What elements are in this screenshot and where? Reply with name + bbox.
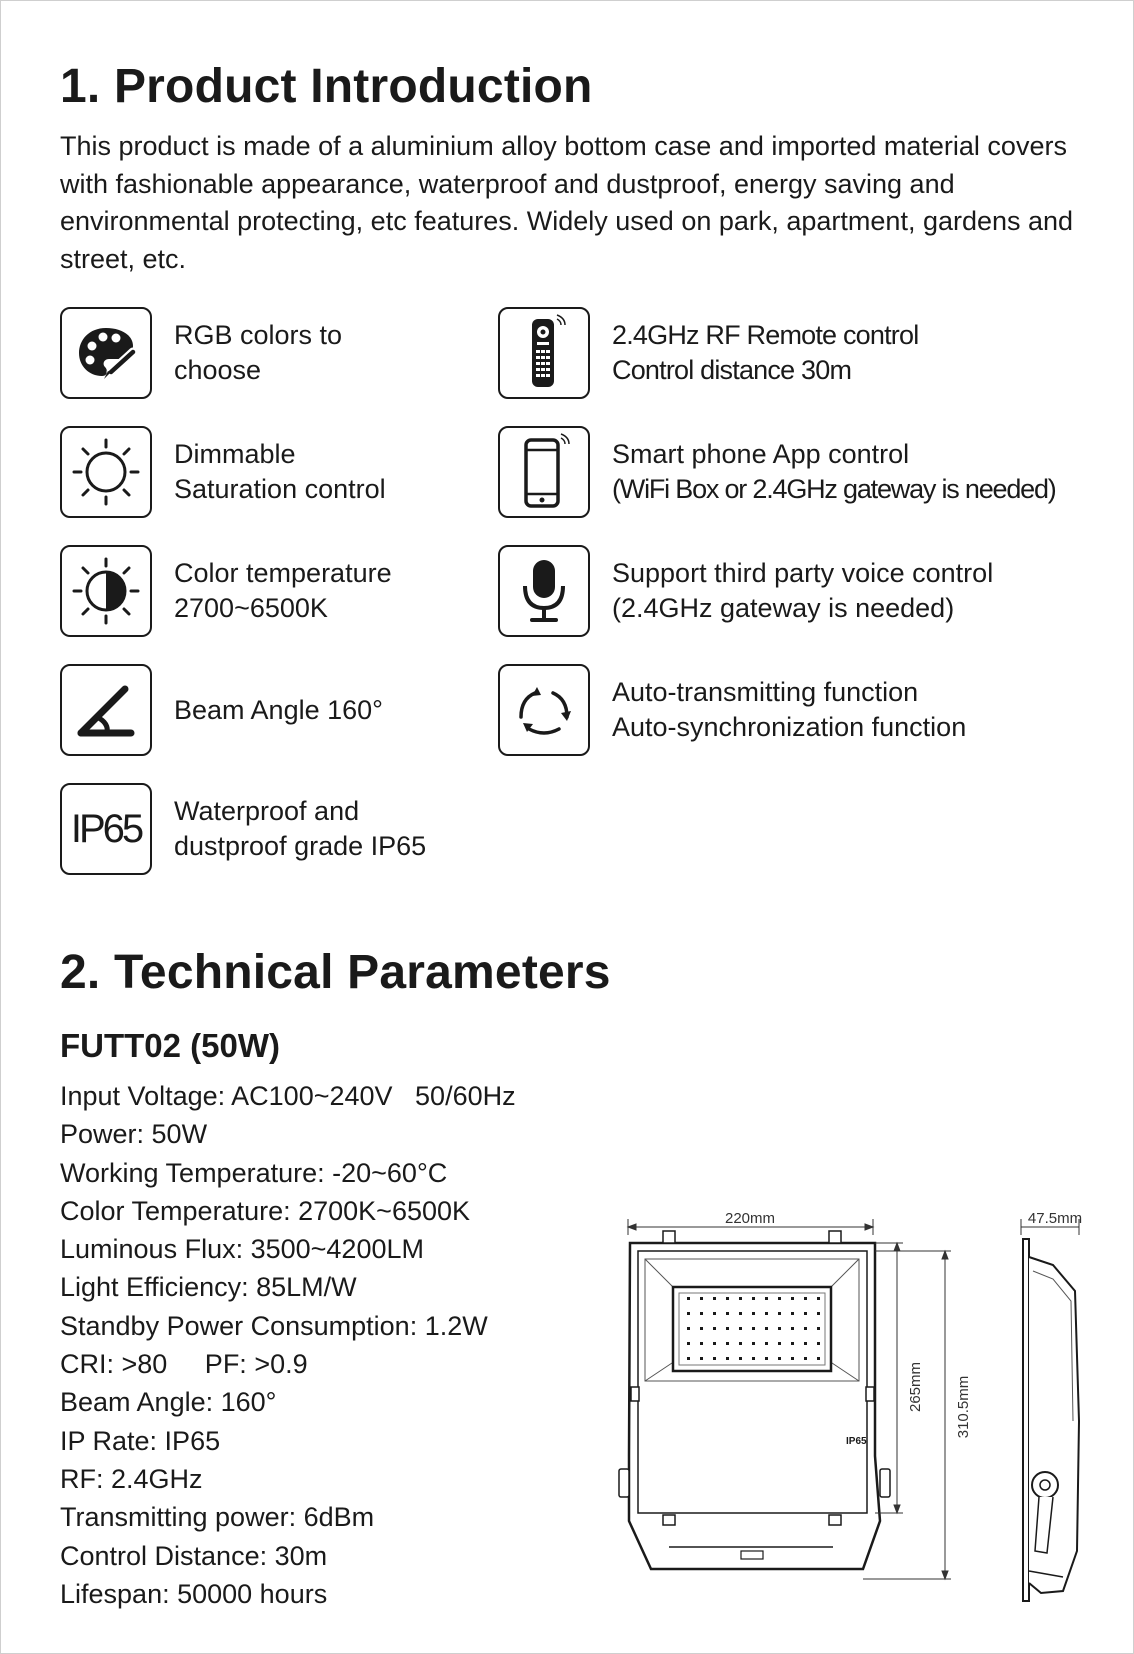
spec-item: Standby Power Consumption: 1.2W [60, 1310, 488, 1341]
angle-icon [60, 664, 152, 756]
led-dot [700, 1342, 703, 1345]
section-title-introduction: 1. Product Introduction [60, 60, 593, 113]
led-dot [804, 1357, 807, 1360]
led-dot [687, 1357, 690, 1360]
spec-item: Power: 50W [60, 1119, 208, 1150]
led-dot [752, 1342, 755, 1345]
led-dot [739, 1327, 742, 1330]
led-dot [739, 1312, 742, 1315]
led-dot [726, 1297, 729, 1300]
led-dot [778, 1357, 781, 1360]
section-title-technical: 2. Technical Parameters [60, 946, 611, 999]
led-dot [752, 1327, 755, 1330]
led-dot [687, 1312, 690, 1315]
led-dot [778, 1312, 781, 1315]
ip65-icon [60, 783, 152, 875]
led-dot [726, 1327, 729, 1330]
spec-list [60, 1077, 516, 1613]
feature-rgb-line1: RGB colors to [174, 320, 343, 350]
model-name: FUTT02 (50W) [60, 1027, 281, 1064]
led-dot [713, 1342, 716, 1345]
led-dot [713, 1327, 716, 1330]
feature-ip65-line1: Waterproof and [174, 796, 360, 826]
depth-label: 47.5mm [1027, 1210, 1083, 1227]
feature-voice-line2: (2.4GHz gateway is needed) [612, 593, 955, 623]
spec-item: CRI: >80 PF: >0.9 [60, 1349, 308, 1380]
width-label: 220mm [724, 1210, 776, 1227]
led-dot [817, 1342, 820, 1345]
led-dot [765, 1312, 768, 1315]
feature-ip65 [60, 783, 580, 879]
sun-icon [60, 426, 152, 518]
led-dot [726, 1357, 729, 1360]
feature-rgb-line2: choose [174, 355, 262, 385]
led-dot [713, 1297, 716, 1300]
body-height-label: 265mm [907, 1361, 924, 1413]
feature-color-temperature-line1: Color temperature [174, 558, 392, 588]
feature-remote [498, 307, 1098, 403]
feature-smartphone-line1: Smart phone App control [612, 439, 910, 469]
led-dot [778, 1327, 781, 1330]
total-height-label: 310.5mm [955, 1375, 972, 1439]
led-dot [804, 1297, 807, 1300]
feature-smartphone [498, 426, 1098, 522]
feature-ip65-line2: dustproof grade IP65 [174, 831, 427, 861]
feature-beam-angle-line1: Beam Angle 160° [174, 694, 383, 725]
led-dot [700, 1327, 703, 1330]
led-dot [739, 1357, 742, 1360]
ip65-icon-text: IP65 [70, 806, 142, 851]
led-dot [804, 1342, 807, 1345]
led-dot [791, 1312, 794, 1315]
led-dot [791, 1342, 794, 1345]
spec-item: IP Rate: IP65 [60, 1425, 221, 1456]
led-dot [817, 1357, 820, 1360]
led-dot [765, 1342, 768, 1345]
led-dot [700, 1312, 703, 1315]
half-sun-icon [60, 545, 152, 637]
led-dot [752, 1312, 755, 1315]
led-dot [687, 1342, 690, 1345]
spec-item: Control Distance: 30m [60, 1540, 328, 1571]
palette-icon [60, 307, 152, 399]
intro-paragraph: This product is made of a aluminium alloy bottom case and imported material covers with fashionable appearance, waterproof and dustproof, energy saving and environmental protecting, etc features. Widely used on park, apartment, gardens and street, etc. [60, 131, 1074, 274]
front-view [619, 1231, 890, 1569]
led-dot [804, 1327, 807, 1330]
led-dot [752, 1357, 755, 1360]
feature-dimmable-line1: Dimmable [174, 439, 296, 469]
led-dot [726, 1312, 729, 1315]
led-dot [817, 1327, 820, 1330]
spec-item: Luminous Flux: 3500~4200LM [60, 1234, 424, 1265]
smartphone-icon [498, 426, 590, 518]
spec-item: Transmitting power: 6dBm [60, 1502, 375, 1533]
spec-item: Working Temperature: -20~60°C [60, 1157, 448, 1188]
spec-item: Color Temperature: 2700K~6500K [60, 1195, 471, 1226]
led-dot [752, 1297, 755, 1300]
led-dot [739, 1342, 742, 1345]
side-view [1023, 1239, 1079, 1601]
led-dot [700, 1297, 703, 1300]
feature-smartphone-line2: (WiFi Box or 2.4GHz gateway is needed) [612, 474, 1056, 504]
led-dot [713, 1357, 716, 1360]
led-dot [765, 1297, 768, 1300]
feature-dimmable-line2: Saturation control [174, 474, 386, 504]
remote-icon [498, 307, 590, 399]
led-dot [791, 1327, 794, 1330]
feature-color-temperature-line2: 2700~6500K [174, 593, 328, 623]
led-dot [778, 1297, 781, 1300]
feature-auto-sync [498, 664, 1098, 760]
led-dot [687, 1297, 690, 1300]
led-dot [713, 1312, 716, 1315]
spec-item: Input Voltage: AC100~240V 50/60Hz [60, 1081, 516, 1111]
led-dot [791, 1357, 794, 1360]
microphone-icon [498, 545, 590, 637]
led-dot [765, 1357, 768, 1360]
feature-remote-line1: 2.4GHz RF Remote control [612, 320, 919, 350]
led-dot [817, 1312, 820, 1315]
feature-voice [498, 545, 1098, 641]
ip65-marking: IP65 [846, 1436, 867, 1447]
led-dot [791, 1297, 794, 1300]
feature-remote-line2: Control distance 30m [612, 355, 852, 385]
led-dot [817, 1297, 820, 1300]
spec-item: Lifespan: 50000 hours [60, 1578, 328, 1609]
led-dot [739, 1297, 742, 1300]
technical-drawing [601, 1191, 1101, 1611]
spec-item: Beam Angle: 160° [60, 1387, 277, 1418]
led-dot [778, 1342, 781, 1345]
feature-voice-line1: Support third party voice control [612, 558, 994, 588]
led-dot [687, 1327, 690, 1330]
feature-auto-sync-line2: Auto-synchronization function [612, 712, 967, 742]
led-dot [726, 1342, 729, 1345]
sync-arrows-icon [498, 664, 590, 756]
led-dot [700, 1357, 703, 1360]
led-dot [804, 1312, 807, 1315]
led-dot [765, 1327, 768, 1330]
spec-item: Light Efficiency: 85LM/W [60, 1272, 357, 1303]
feature-auto-sync-line1: Auto-transmitting function [612, 677, 919, 707]
spec-item: RF: 2.4GHz [60, 1463, 203, 1494]
